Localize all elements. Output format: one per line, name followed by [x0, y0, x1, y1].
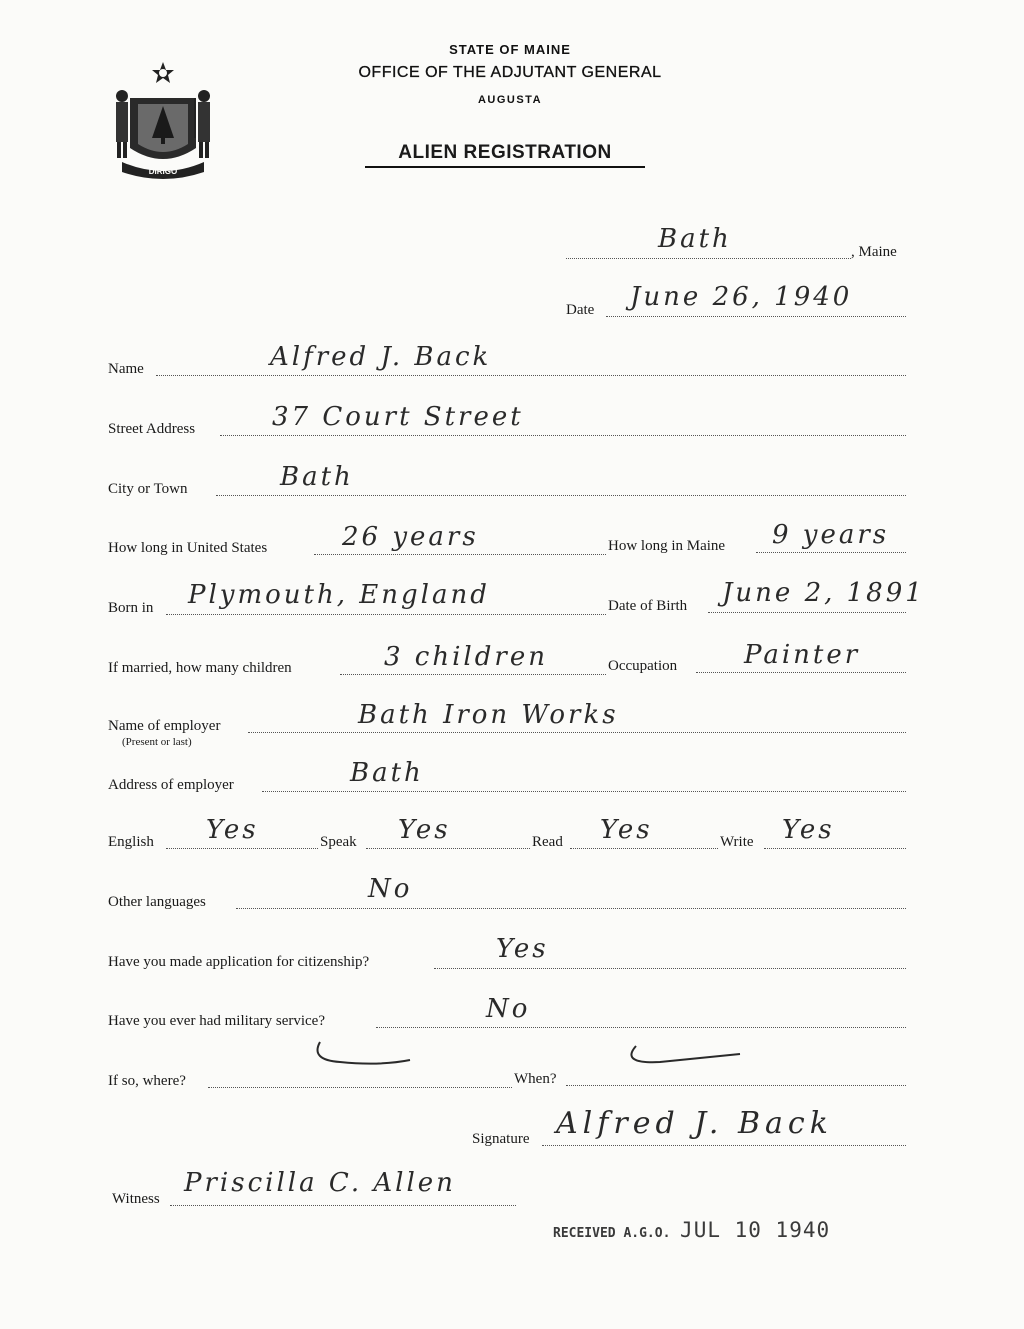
state-heading: STATE OF MAINE: [449, 42, 571, 57]
name-label: Name: [108, 361, 144, 377]
write-label: Write: [720, 834, 754, 850]
street-value: 37 Court Street: [272, 402, 524, 432]
name-value: Alfred J. Back: [270, 342, 492, 372]
english-label: English: [108, 834, 154, 850]
employer-value: Bath Iron Works: [358, 700, 619, 730]
how-long-maine-label: How long in Maine: [608, 538, 726, 554]
date-label: Date: [566, 302, 595, 318]
employer-sublabel: (Present or last): [122, 736, 192, 748]
employer-address-label: Address of employer: [108, 777, 234, 793]
office-heading: OFFICE OF THE ADJUTANT GENERAL: [358, 64, 662, 81]
speak-label: Speak: [320, 834, 357, 850]
write-value: Yes: [782, 815, 835, 845]
city-label: City or Town: [108, 481, 188, 497]
maine-label: , Maine: [851, 244, 897, 260]
dob-value: June 2, 1891: [722, 578, 925, 608]
children-value: 3 children: [384, 642, 548, 672]
form-title: ALIEN REGISTRATION: [365, 142, 645, 168]
born-in-value: Plymouth, England: [188, 580, 490, 610]
other-languages-label: Other languages: [108, 894, 206, 910]
citizenship-label: Have you made application for citizenship?: [108, 954, 370, 970]
city-heading: AUGUSTA: [477, 94, 543, 106]
speak-value: Yes: [398, 815, 451, 845]
employer-label: Name of employer: [108, 718, 221, 734]
read-label: Read: [532, 834, 563, 850]
how-long-us-label: How long in United States: [108, 540, 268, 556]
where-label: If so, where?: [108, 1073, 186, 1089]
received-stamp: [553, 1218, 830, 1242]
when-label: When?: [514, 1071, 557, 1087]
dob-label: Date of Birth: [608, 598, 688, 614]
how-long-us-value: 26 years: [342, 522, 479, 552]
read-value: Yes: [600, 815, 653, 845]
witness-label: Witness: [112, 1191, 160, 1207]
stamp-date: JUL 10 1940: [680, 1218, 831, 1242]
date-value: June 26, 1940: [630, 282, 853, 312]
signature-value: Alfred J. Back: [556, 1106, 833, 1141]
how-long-maine-value: 9 years: [772, 520, 890, 550]
other-languages-value: No: [368, 874, 413, 904]
signature-label: Signature: [472, 1131, 530, 1147]
military-label: Have you ever had military service?: [108, 1013, 325, 1029]
street-label: Street Address: [108, 421, 196, 437]
city-value: Bath: [280, 462, 354, 492]
employer-address-value: Bath: [350, 758, 424, 788]
stamp-received-text: RECEIVED A.G.O.: [553, 1226, 671, 1241]
children-label: If married, how many children: [108, 660, 292, 676]
military-value: No: [486, 994, 531, 1024]
citizenship-value: Yes: [496, 934, 549, 964]
witness-value: Priscilla C. Allen: [184, 1168, 456, 1198]
occupation-value: Painter: [744, 640, 861, 670]
occupation-label: Occupation: [608, 658, 678, 674]
born-in-label: Born in: [108, 600, 154, 616]
town-value: Bath: [658, 224, 732, 254]
blank-dashes: [300, 1036, 760, 1076]
english-value: Yes: [206, 815, 259, 845]
seal-motto: DIRIGO: [148, 167, 178, 176]
maine-state-seal-icon: [108, 58, 218, 184]
